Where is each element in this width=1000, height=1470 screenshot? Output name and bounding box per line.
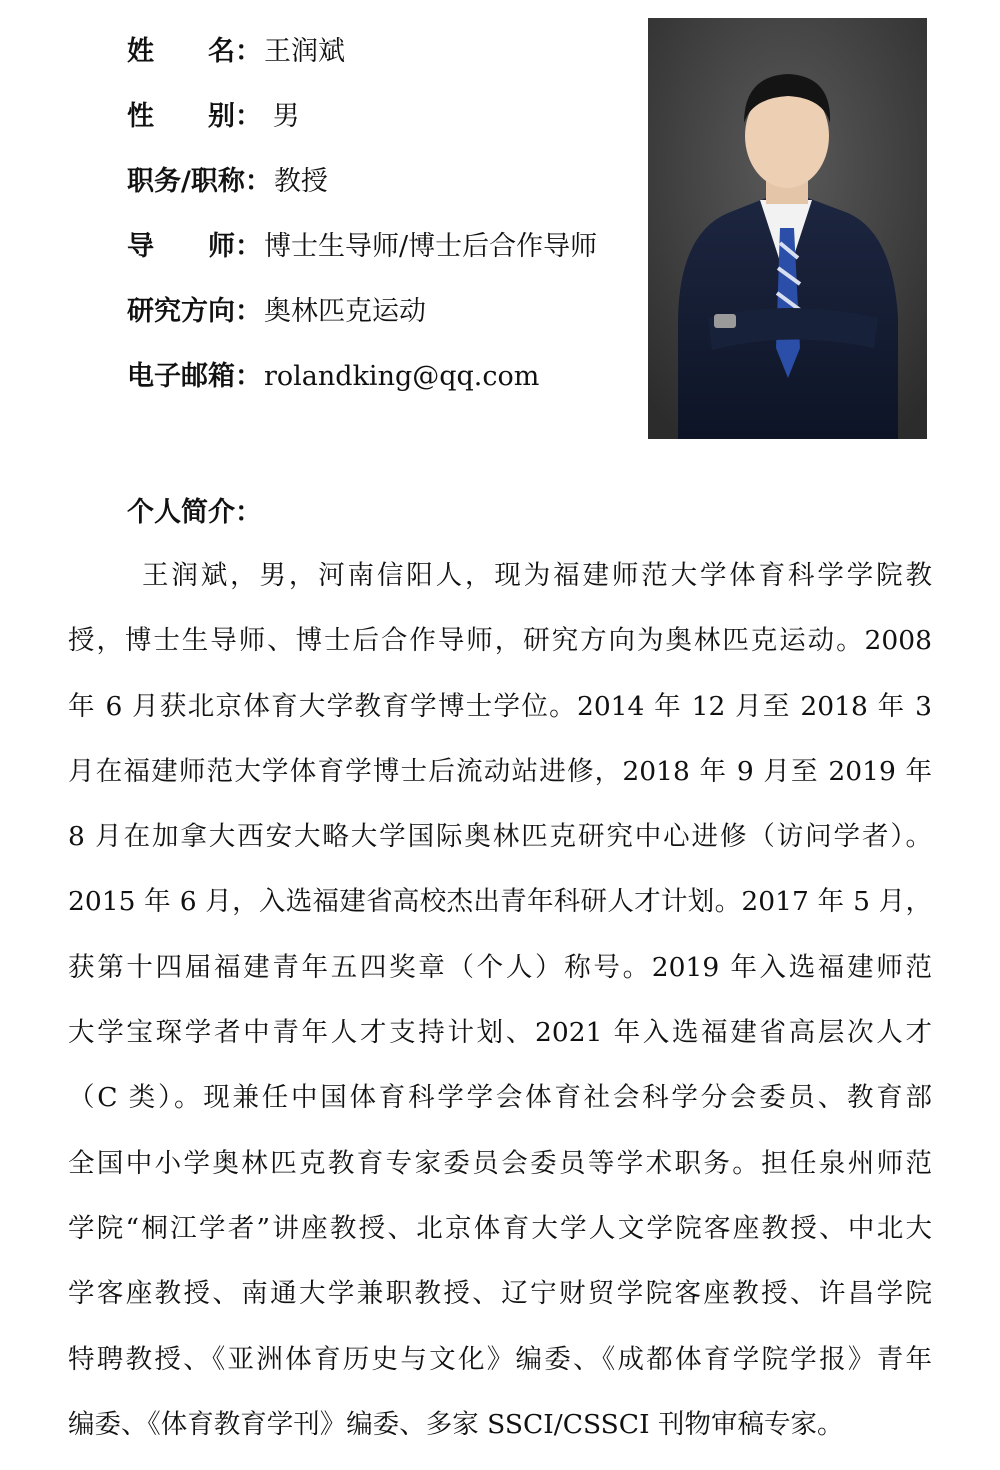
bio-line: 特聘教授、《亚洲体育历史与文化》编委、《成都体育学院学报》青年 <box>68 1343 932 1375</box>
bio-line: 大学宝琛学者中青年人才支持计划、2021 年入选福建省高层次人才 <box>68 1017 932 1049</box>
position-value: 教授 <box>273 166 328 197</box>
position-label: 职务/职称： <box>127 166 272 197</box>
bio-line: 王润斌，男，河南信阳人，现为福建师范大学体育科学学院教 <box>142 560 932 591</box>
info-advisor <box>127 229 597 265</box>
advisor-label: 导 师： <box>127 231 262 262</box>
bio-line: 授，博士生导师、博士后合作导师，研究方向为奥林匹克运动。2008 <box>68 625 932 657</box>
advisor-value: 博士生导师/博士后合作导师 <box>264 231 598 262</box>
info-research <box>127 294 426 330</box>
research-value: 奥林匹克运动 <box>264 296 426 327</box>
email-value: rolandking@qq.com <box>264 361 540 392</box>
info-email <box>127 359 539 395</box>
info-position <box>127 164 328 200</box>
intro-heading: 个人简介： <box>127 497 262 528</box>
bio-line: 年 6 月获北京体育大学教育学博士学位。2014 年 12 月至 2018 年 3 <box>68 690 932 722</box>
bio-line: 2015 年 6 月，入选福建省高校杰出青年科研人才计划。2017 年 5 月， <box>68 886 932 918</box>
bio-line: 全国中小学奥林匹克教育专家委员会委员等学术职务。担任泉州师范 <box>68 1147 932 1179</box>
gender-label: 性 别： <box>127 101 262 132</box>
bio-paragraph <box>68 556 932 1470</box>
bio-line: 月在福建师范大学体育学博士后流动站进修，2018 年 9 月至 2019 年 <box>68 755 932 787</box>
bio-line: 学院“桐江学者”讲座教授、北京体育大学人文学院客座教授、中北大 <box>68 1212 932 1244</box>
portrait-photo <box>648 18 927 439</box>
info-name <box>127 34 345 70</box>
info-gender <box>127 99 300 135</box>
bio-line: 学客座教授、南通大学兼职教授、辽宁财贸学院客座教授、许昌学院 <box>68 1278 932 1310</box>
name-label: 姓 名： <box>127 36 262 67</box>
research-label: 研究方向： <box>127 296 262 327</box>
bio-line: 编委、《体育教育学刊》编委、多家 SSCI/CSSCI 刊物审稿专家。 <box>68 1408 844 1440</box>
bio-line: （C 类）。现兼任中国体育科学学会体育社会科学分会委员、教育部 <box>68 1082 932 1114</box>
bio-line: 8 月在加拿大西安大略大学国际奥林匹克研究中心进修（访问学者）。 <box>68 821 932 853</box>
gender-value: 男 <box>264 101 300 132</box>
name-value: 王润斌 <box>264 36 345 67</box>
email-label: 电子邮箱： <box>127 361 262 392</box>
bio-line: 获第十四届福建青年五四奖章（个人）称号。2019 年入选福建师范 <box>68 951 932 983</box>
